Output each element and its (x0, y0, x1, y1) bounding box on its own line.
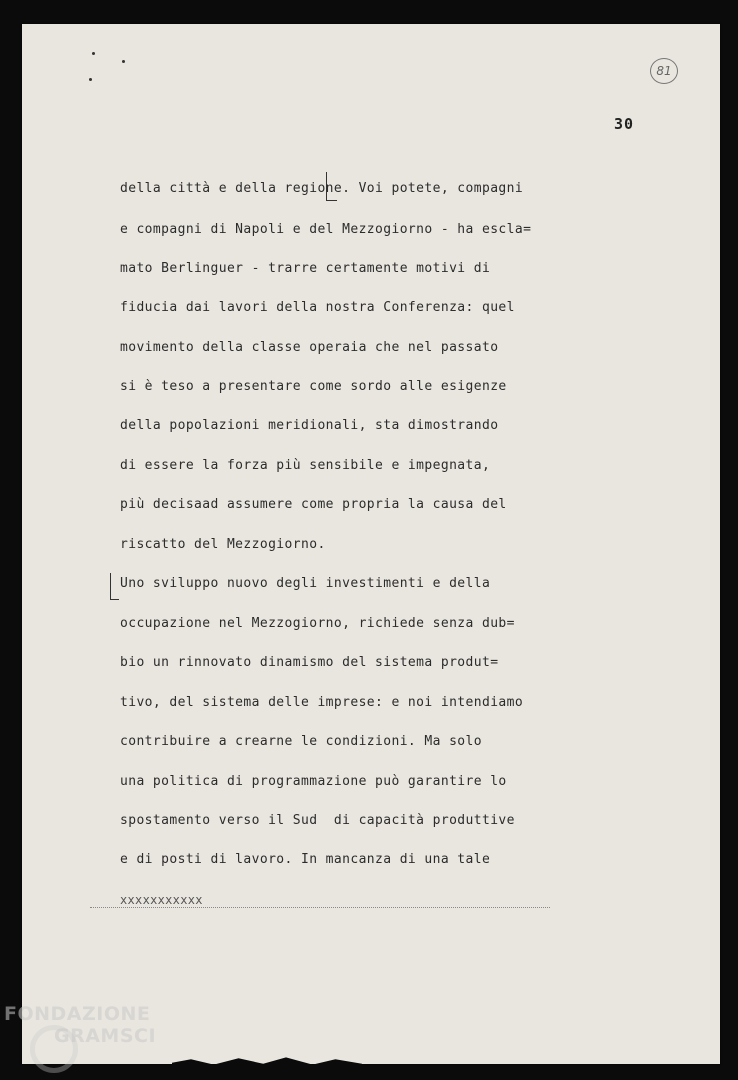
text-line: spostamento verso il Sud di capacità produttive (120, 813, 515, 828)
struck-out-text: xxxxxxxxxxx (120, 893, 203, 907)
dotted-rule (90, 907, 550, 908)
text-line: di essere la forza più sensibile e impegnata, (120, 458, 491, 473)
text-line: mato Berlinguer - trarre certamente motivi di (120, 261, 491, 276)
punch-mark (89, 78, 92, 81)
text-line: della città e della regione. Voi potete, compagni (120, 181, 524, 196)
text-line: della popolazioni meridionali, sta dimostrando (120, 418, 499, 433)
text-line: fiducia dai lavori della nostra Conferenza: quel (120, 300, 515, 315)
paragraph-mark (110, 573, 119, 600)
text-line: si è teso a presentare come sordo alle esigenze (120, 379, 507, 394)
punch-mark (92, 52, 95, 55)
watermark-line-1: FONDAZIONE (4, 1003, 151, 1025)
text-line: una politica di programmazione può garantire lo (120, 774, 507, 789)
text-line: riscatto del Mezzogiorno. (120, 537, 326, 552)
text-line: bio un rinnovato dinamismo del sistema produt= (120, 655, 499, 670)
fondazione-gramsci-watermark (4, 1003, 156, 1047)
text-line: tivo, del sistema delle imprese: e noi intendiamo (120, 695, 524, 710)
logo-ring-icon (30, 1025, 78, 1073)
folio-number: 81 (650, 58, 678, 84)
text-line: occupazione nel Mezzogiorno, richiede senza dub= (120, 616, 515, 631)
punch-mark (122, 60, 125, 63)
page-number: 30 (614, 115, 635, 133)
torn-edge (172, 1052, 362, 1070)
text-line: contribuire a crearne le condizioni. Ma solo (120, 734, 482, 749)
text-line: più decisaad assumere come propria la causa del (120, 497, 507, 512)
text-line: Uno sviluppo nuovo degli investimenti e della (120, 576, 491, 591)
text-line: e di posti di lavoro. In mancanza di una tale (120, 852, 491, 867)
watermark-line-2: GRAMSCI (54, 1025, 157, 1047)
text-line: e compagni di Napoli e del Mezzogiorno - ha escla= (120, 222, 532, 237)
text-line: movimento della classe operaia che nel passato (120, 340, 499, 355)
